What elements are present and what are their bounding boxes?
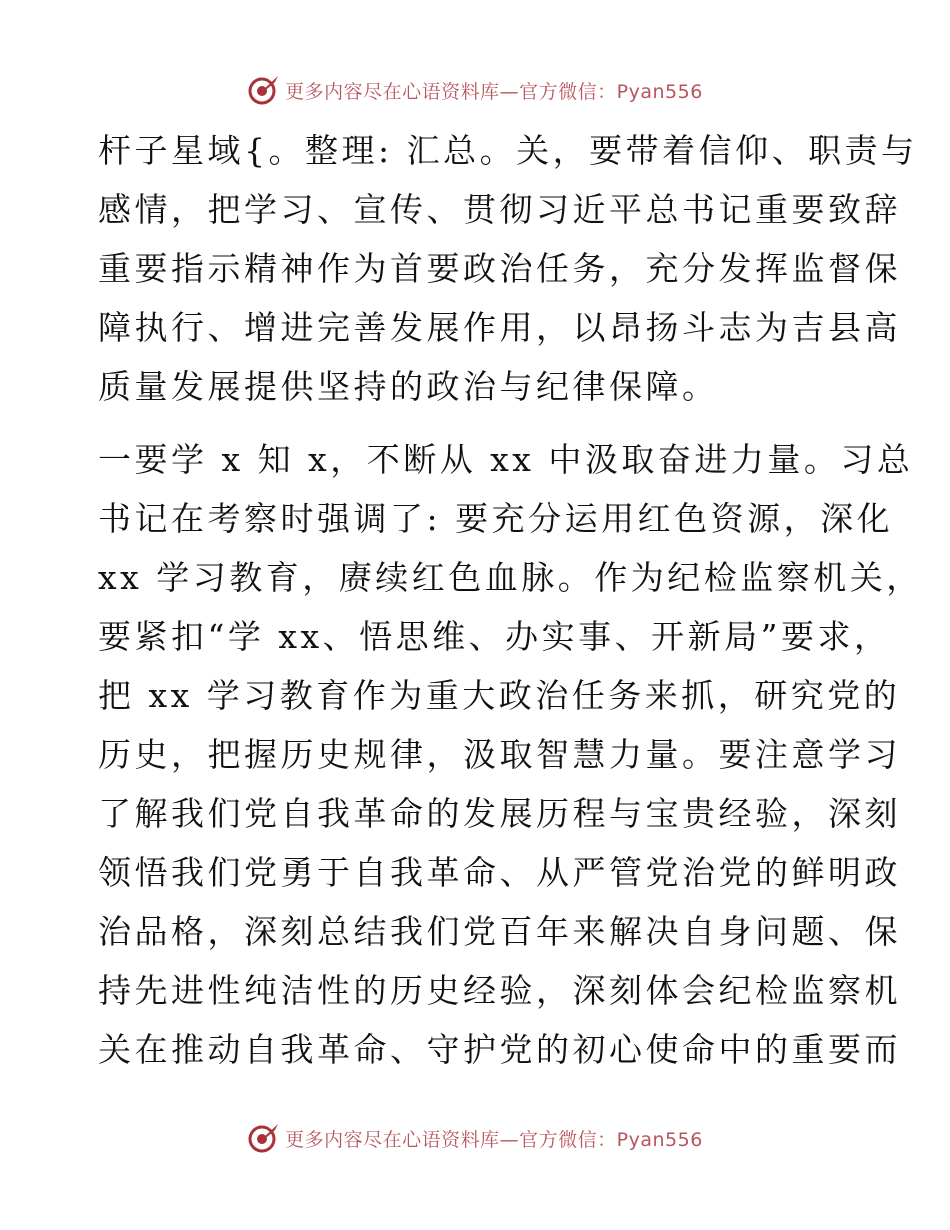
document-body	[98, 121, 923, 1079]
text-line: 领悟我们党勇于自我革命、从严管党治党的鲜明政	[98, 853, 901, 892]
header-banner	[0, 70, 950, 110]
text-line: 重要指示精神作为首要政治任务，充分发挥监督保	[98, 249, 901, 288]
paragraph-gap	[98, 416, 858, 430]
text-line: 历史，把握历史规律，汲取智慧力量。要注意学习	[98, 735, 901, 774]
text-line: 杆子星域{。整理: 汇总。关，要带着信仰、职责与	[98, 131, 918, 170]
header-banner-text: 更多内容尽在心语资料库—官方微信：Pyan556	[285, 80, 703, 103]
quill-logo-icon	[247, 1121, 281, 1155]
text-line: 书记在考察时强调了: 要充分运用红色资源，深化	[98, 499, 894, 538]
text-line: 治品格，深刻总结我们党百年来解决自身问题、保	[98, 912, 901, 951]
footer-banner	[0, 1118, 950, 1158]
paragraph-2	[98, 430, 923, 1079]
footer-banner-text: 更多内容尽在心语资料库—官方微信：Pyan556	[285, 1128, 703, 1151]
text-line: 持先进性纯洁性的历史经验，深刻体会纪检监察机	[98, 971, 901, 1010]
text-line: 质量发展提供坚持的政治与纪律保障。	[98, 367, 719, 406]
text-line: 关在推动自我革命、守护党的初心使命中的重要而	[98, 1030, 901, 1069]
text-line: xx 学习教育，赓续红色血脉。作为纪检监察机关，	[98, 558, 923, 597]
quill-logo-icon	[247, 73, 281, 107]
text-line: 一要学 x 知 x，不断从 xx 中汲取奋进力量。习总	[98, 440, 914, 479]
text-line: 感情，把学习、宣传、贯彻习近平总书记重要致辞	[98, 190, 901, 229]
text-line: 把 xx 学习教育作为重大政治任务来抓，研究党的	[98, 676, 901, 715]
text-line: 障执行、增进完善发展作用，以昂扬斗志为吉县高	[98, 308, 901, 347]
text-line: 了解我们党自我革命的发展历程与宝贵经验，深刻	[98, 794, 901, 833]
text-line: 要紧扣“学 xx、悟思维、办实事、开新局”要求，	[98, 617, 891, 656]
paragraph-1	[98, 121, 918, 416]
